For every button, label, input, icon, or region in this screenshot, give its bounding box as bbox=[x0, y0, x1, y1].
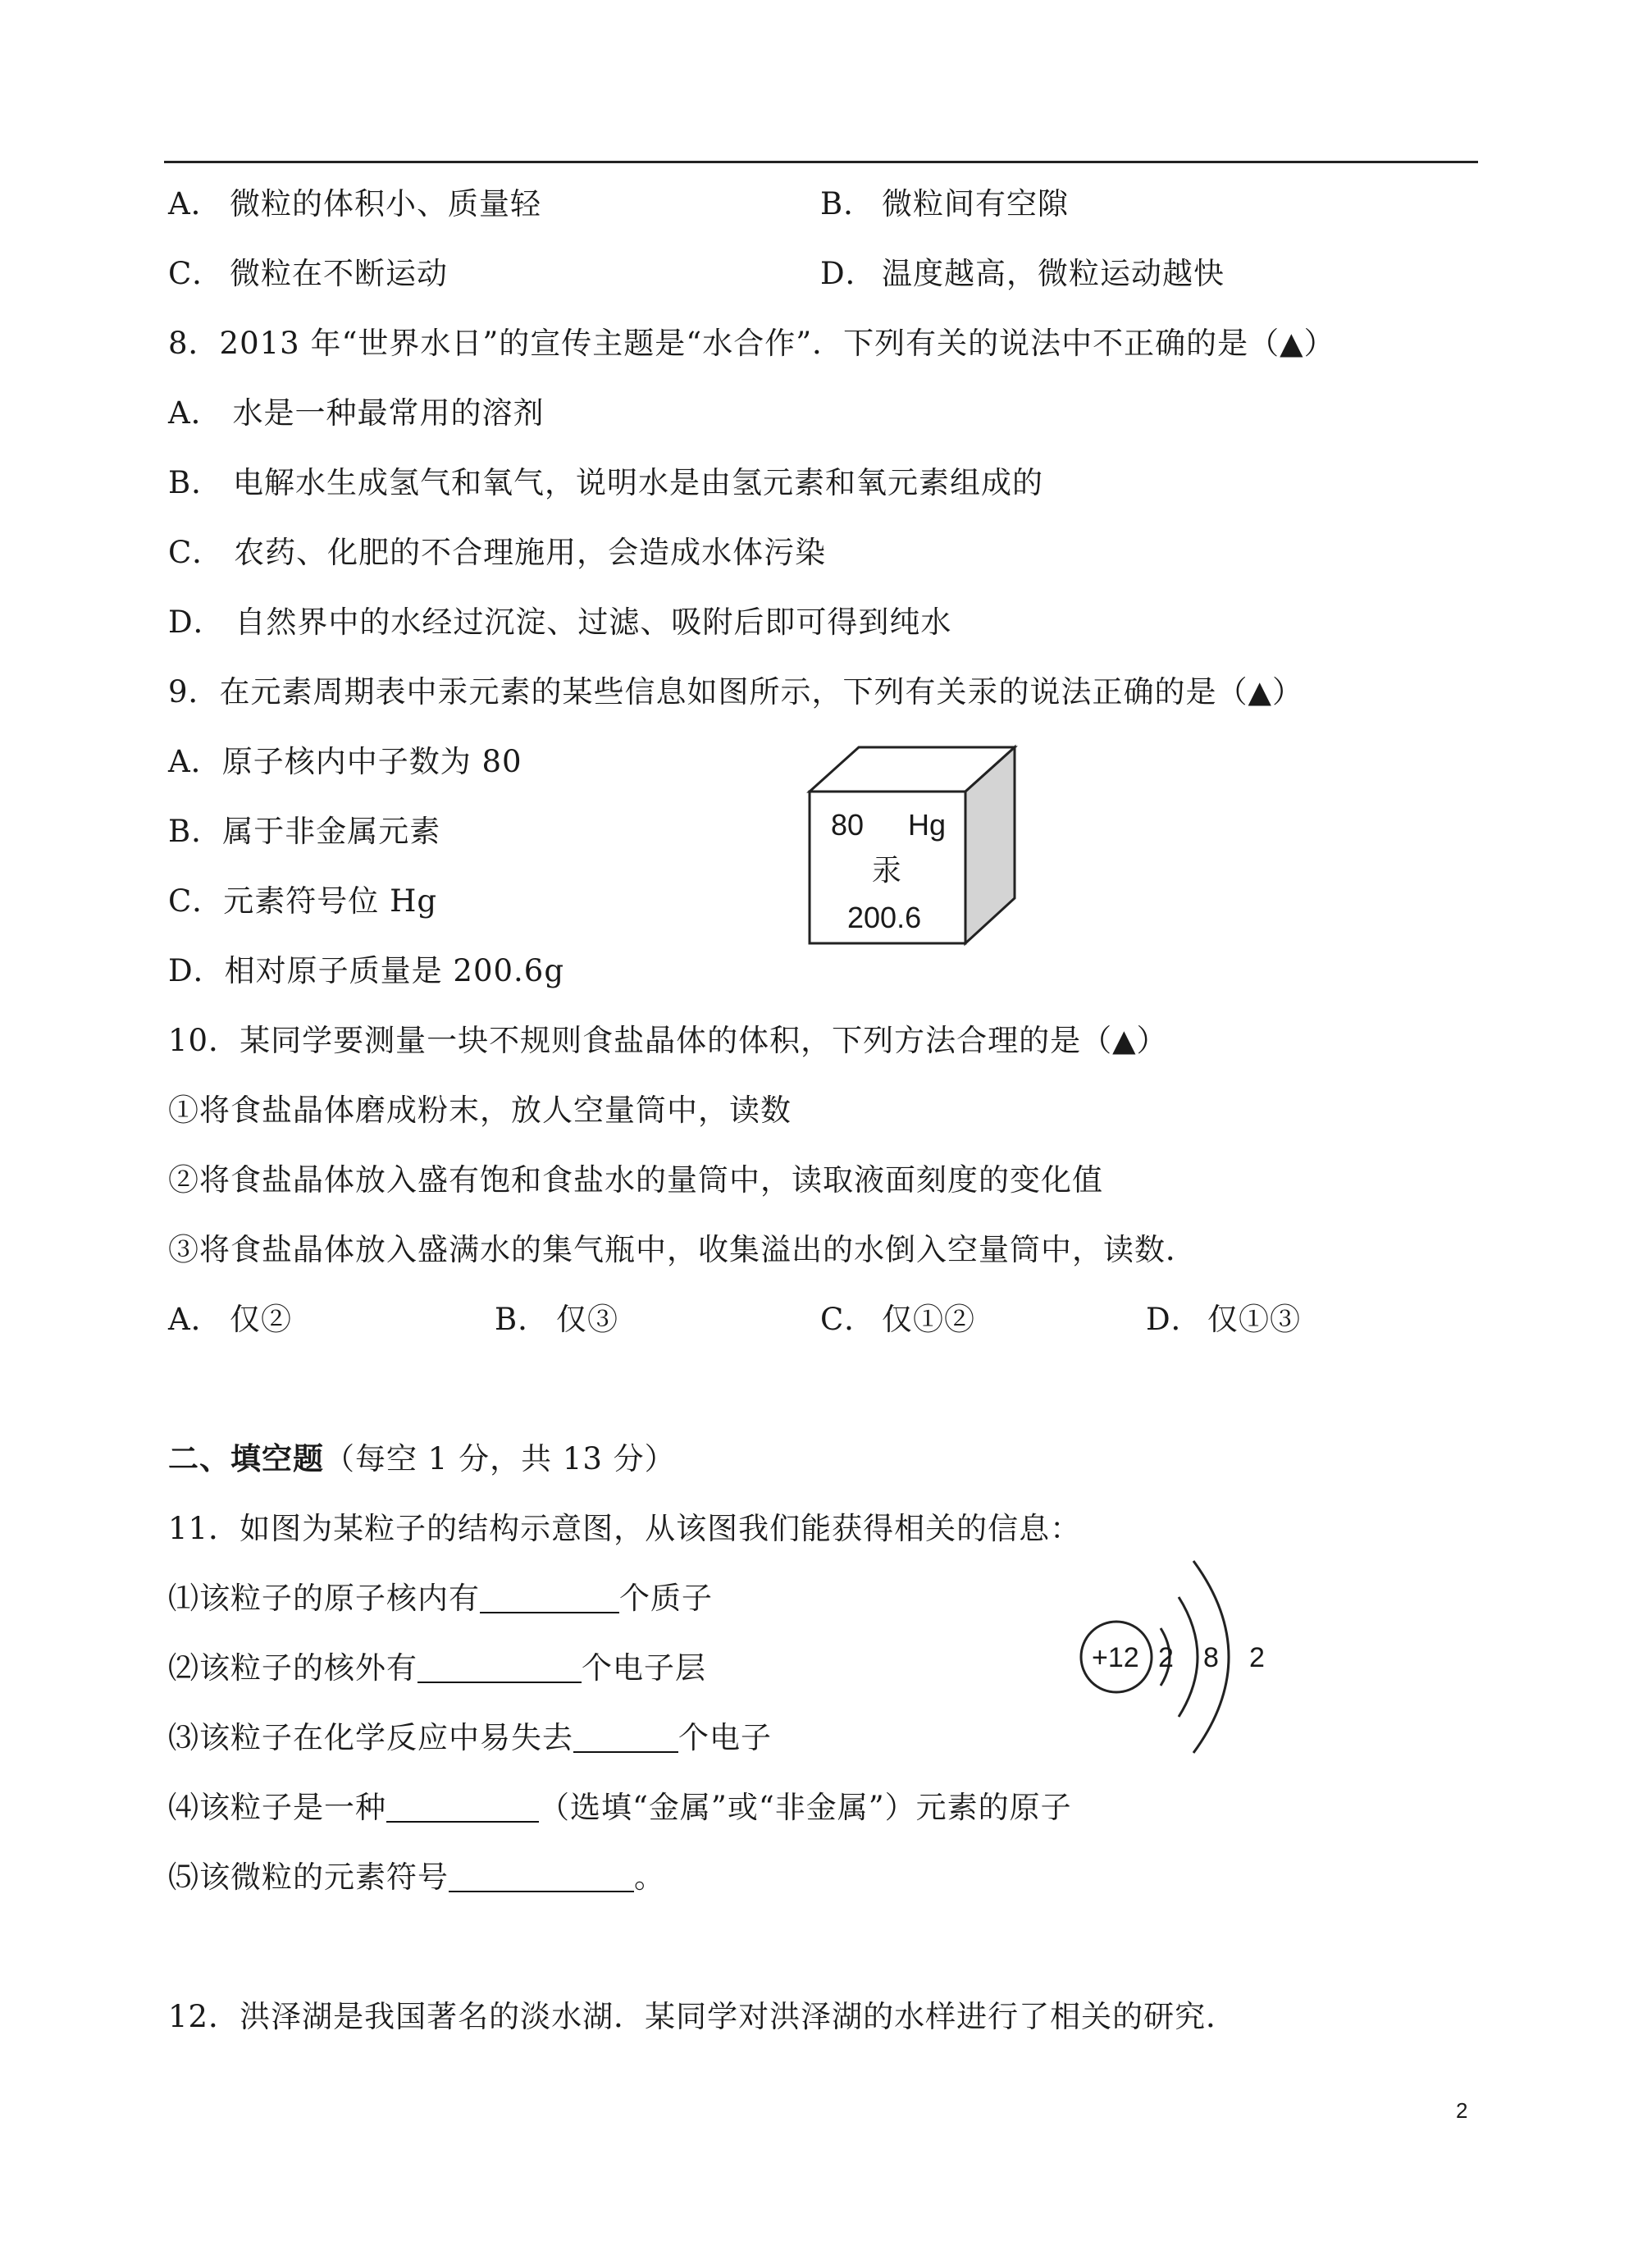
q10-method-2: ②将食盐晶体放入盛有饱和食盐水的量筒中，读取液面刻度的变化值 bbox=[168, 1162, 1103, 1198]
shell-1-electrons: 2 bbox=[1158, 1642, 1174, 1673]
q8-option-b: B． 电解水生成氢气和氧气，说明水是由氢元素和氧元素组成的 bbox=[168, 465, 1043, 500]
q11-item-1: ⑴该粒子的原子核内有 个质子 bbox=[168, 1581, 713, 1616]
answer-blank-2[interactable] bbox=[417, 1654, 582, 1683]
q12-stem: 12．洪泽湖是我国著名的淡水湖．某同学对洪泽湖的水样进行了相关的研究． bbox=[168, 1999, 1238, 2034]
q9-option-d: D．相对原子质量是 200.6g bbox=[168, 953, 565, 988]
q11-item-4: ⑷该粒子是一种 （选填“金属”或“非金属”）元素的原子 bbox=[168, 1790, 1072, 1825]
answer-blank-1[interactable] bbox=[480, 1584, 619, 1613]
q9-option-a: A．原子核内中子数为 80 bbox=[168, 744, 522, 779]
q10-option-c: C． 仅①② bbox=[820, 1302, 975, 1337]
section-heading bbox=[168, 1440, 676, 1476]
answer-blank-3[interactable] bbox=[573, 1723, 678, 1753]
q9-option-c: C．元素符号位 Hg bbox=[168, 883, 438, 919]
q8-option-d: D． 自然界中的水经过沉淀、过滤、吸附后即可得到纯水 bbox=[168, 605, 952, 640]
q7-option-b: B． 微粒间有空隙 bbox=[820, 186, 1069, 221]
q7-option-a: A． 微粒的体积小、质量轻 bbox=[168, 186, 541, 221]
q10-option-d: D． 仅①③ bbox=[1146, 1302, 1301, 1337]
q9-option-b: B．属于非金属元素 bbox=[168, 814, 441, 849]
atomic-mass: 200.6 bbox=[847, 901, 922, 934]
q7-option-d: D． 温度越高，微粒运动越快 bbox=[820, 256, 1225, 291]
section-note: （每空 1 分，共 13 分） bbox=[324, 1441, 676, 1476]
q8-stem: 8．2013 年“世界水日”的宣传主题是“水合作”．下列有关的说法中不正确的是（▲） bbox=[168, 326, 1335, 361]
q11-stem: 11．如图为某粒子的结构示意图，从该图我们能获得相关的信息： bbox=[168, 1511, 1082, 1546]
header-rule bbox=[164, 161, 1478, 163]
shell-2-electrons: 8 bbox=[1203, 1642, 1219, 1673]
q8-option-c: C． 农药、化肥的不合理施用，会造成水体污染 bbox=[168, 535, 827, 570]
q11-item-3: ⑶该粒子在化学反应中易失去 个电子 bbox=[168, 1720, 772, 1755]
q10-option-b: B． 仅③ bbox=[495, 1302, 618, 1337]
atomic-number: 80 bbox=[831, 808, 865, 842]
element-symbol: Hg bbox=[908, 808, 947, 842]
q10-method-3: ③将食盐晶体放入盛满水的集气瓶中，收集溢出的水倒入空量筒中，读数． bbox=[168, 1232, 1197, 1267]
answer-blank-4[interactable] bbox=[386, 1793, 539, 1823]
q8-option-a: A． 水是一种最常用的溶剂 bbox=[168, 395, 545, 431]
q10-method-1: ①将食盐晶体磨成粉末，放人空量筒中，读数 bbox=[168, 1093, 792, 1128]
page-number: 2 bbox=[1456, 2098, 1468, 2123]
q9-stem: 9．在元素周期表中汞元素的某些信息如图所示，下列有关汞的说法正确的是（▲） bbox=[168, 674, 1303, 710]
shell-3-electrons: 2 bbox=[1249, 1642, 1265, 1673]
section-title: 二、填空题 bbox=[168, 1440, 324, 1476]
q7-option-c: C． 微粒在不断运动 bbox=[168, 256, 448, 291]
element-name: 汞 bbox=[872, 853, 902, 887]
atom-structure-diagram bbox=[1070, 1546, 1284, 1768]
q10-option-a: A． 仅② bbox=[168, 1302, 292, 1337]
q11-item-2: ⑵该粒子的核外有 个电子层 bbox=[168, 1650, 706, 1686]
q10-stem: 10．某同学要测量一块不规则食盐晶体的体积，下列方法合理的是（▲） bbox=[168, 1023, 1168, 1058]
nucleus-charge: +12 bbox=[1092, 1642, 1139, 1673]
mercury-element-cell bbox=[800, 742, 1021, 951]
answer-blank-5[interactable] bbox=[449, 1863, 634, 1892]
q11-item-5: ⑸该微粒的元素符号 。 bbox=[168, 1860, 665, 1895]
